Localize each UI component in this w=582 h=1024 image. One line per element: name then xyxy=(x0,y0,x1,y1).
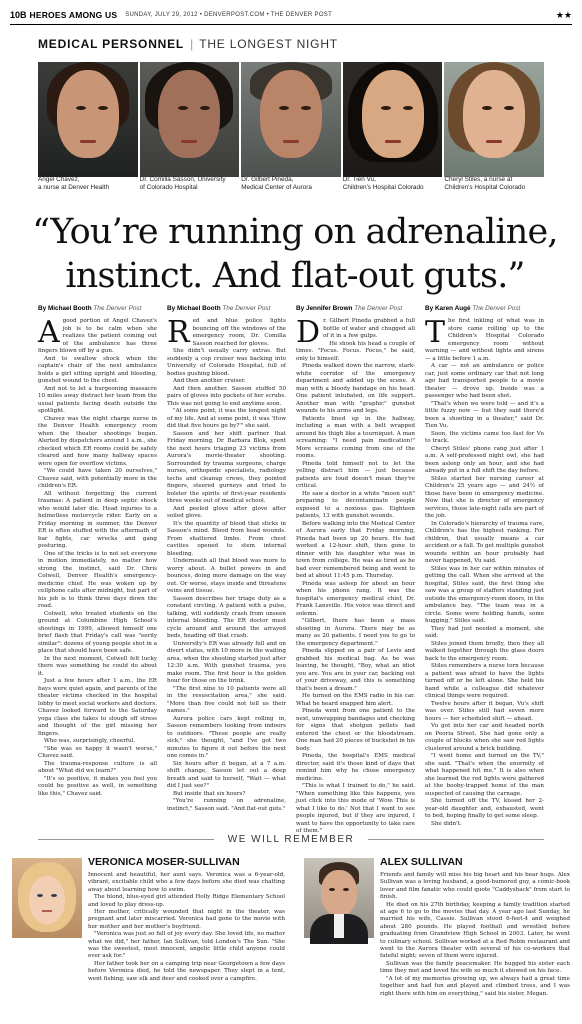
byline xyxy=(425,305,544,312)
date-line: SUNDAY, JULY 29, 2012 • DENVERPOST.COM • THE DENVER POST xyxy=(125,12,333,18)
paragraph-text: Underneath all that blood was more to worry about. A bullet powers in and bounces, doing more damage on the way out. Or worse, stays inside and threatens veins and tissue. xyxy=(167,558,286,594)
article-paragraph xyxy=(38,468,157,491)
we-will-remember-label: WE WILL REMEMBER xyxy=(227,834,355,845)
article-paragraph xyxy=(296,708,415,753)
article-paragraph xyxy=(167,558,286,596)
paragraph-text: They had just needed a moment, she said. xyxy=(425,625,544,639)
paragraph-text: All without forgetting the current traumas: A patient in deep septic shock who would later die. Head injuries to a helmetless motorcycle rider. Early on a Friday morning in summer, the Denver ER is often stuffed with the aftermath of bar fights, car wrecks and gang posturing. xyxy=(38,490,157,549)
caption-role: of Colorado Hospital xyxy=(139,184,198,191)
paragraph-text: Pineda walked down the narrow, stark-white corridor of the emergency department and added up the scene. A man with a bloody bandage on his head. One patient intubated, on life support. Another man with "graphic" gunshot wounds to his arms and legs. xyxy=(296,363,415,414)
memorial-paragraph: "Veronica was just so full of joy every day. She loved life, no matter what we did," her father, Ian Sullivan, told London's The Sun. "She was the sweetest, most innocent, angelic little child anyone could ever ask for." xyxy=(88,931,285,960)
caption-name: Dr. Tien Vu, xyxy=(342,176,376,183)
caption-role: Children's Hospital Colorado xyxy=(342,184,424,191)
byline-author: By Karen Augé xyxy=(425,305,471,312)
article-paragraph xyxy=(167,386,286,409)
paragraph-text: Patients lined up in the hallway, including a man with a belt wrapped around his thigh like a tourniquet. A man screaming: "I need pain medication!" More screams coming from one of the rooms. xyxy=(296,415,415,459)
paragraph-text: Sasson describes her triage duty as a constant circling. A patient with a pulse, talking, will suddenly crash from unseen internal bleeding. The ER doctor must cycle around and around the arrayed beds, heading off that crash. xyxy=(167,595,286,639)
header-rule xyxy=(10,24,572,25)
section-name: HEROES AMONG US xyxy=(29,10,118,20)
article-paragraph xyxy=(296,461,415,491)
portrait-captions xyxy=(38,176,544,192)
portrait-comilla-sasson xyxy=(140,62,240,177)
paragraph-text: Twelve hours after it began, Vu's shift was over. Stiles still had seven more hours — her scheduled shift — ahead. xyxy=(425,700,544,722)
paragraph-text: But inside that six hours? xyxy=(173,790,246,797)
memorial-veronica xyxy=(12,856,285,1021)
paragraph-text: "That's when we were told — and it's a little fuzzy now — but they said there'd been a shooting in a theater," said Dr. Tien Vu. xyxy=(425,400,544,429)
byline-org: The Denver Post xyxy=(354,305,403,312)
paragraph-text: A car — not an ambulance or police car, just some ordinary car that not long ago had transported people to a movie theater — drove up. Inside was a passenger who had been shot. xyxy=(425,363,544,399)
paragraph-text: The trauma-response culture is all about "What did we learn?" xyxy=(38,760,157,774)
article-paragraph xyxy=(38,315,157,356)
drop-cap: R xyxy=(167,315,190,350)
memorial-paragraph: Friends and family will miss his big heart and his bear hugs. Alex Sullivan was a loving husband, a good-humored guy, a comic-book lover and film fanatic who could quote "Caddyshack" from start to finish. xyxy=(380,872,570,901)
portrait-tien-vu xyxy=(343,62,443,177)
byline-author: By Michael Booth xyxy=(167,305,221,312)
article-paragraph xyxy=(425,446,544,476)
article-paragraph xyxy=(167,791,286,799)
article-paragraph xyxy=(38,491,157,551)
article-column xyxy=(296,315,415,834)
caption-role: a nurse at Denver Health xyxy=(38,184,110,191)
article-paragraph xyxy=(38,761,157,776)
byline xyxy=(296,305,415,312)
paragraph-text: Pineda was asleep for about an hour when his phone rang. It was the hospital's emergency medical chief, Dr. Frank Lansville. His voice was direct and solemn. xyxy=(296,580,415,617)
paragraph-text: It's the quantity of blood that sticks in Sasson's mind. Blood from head wounds. From shattered limbs. From chest cavities opened to stem internal bleeding. xyxy=(167,520,286,557)
paragraph-text: University's ER was already full and on divert status, with 10 more in the waiting area, when the shooting started just after 12:30 a.m. With gunshot trauma, you make room. The first hour is the golden hour for those on the brink. xyxy=(167,640,286,684)
divider-line xyxy=(38,839,214,840)
article-paragraph xyxy=(167,348,286,378)
byline-org: The Denver Post xyxy=(222,305,271,312)
memorial-paragraph: Innocent and beautiful, her aunt says. Veronica was a 6-year-old, vibrant, excitable child who a few days before she died was chatting away about learning how to swim. xyxy=(88,872,285,893)
memorial-paragraph: He died on his 27th birthday, keeping a family tradition started at age 6 to go to the movies that day. A year ago last Sunday, he married his wife, Cassie. Sullivan stood 6-feet-4 and weighed about 280 pounds. He played football and wrestled before graduating from Grandview High School in 2003. Later, he went to culinary school. Sullivan worked at a Red Robin restaurant and went to the Aurora theater with several of his co-workers that fateful night; seven of them were injured. xyxy=(380,901,570,960)
paragraph-text: And to swallow shock when the captain's chair of the next ambulance holds a girl sitting upright and bleeding, gunshot wound to the chest. xyxy=(38,355,157,384)
paragraph-text: He saw a doctor in a white "moon suit" preparing to decontaminate people exposed to a noxious gas. Eighteen patients, 13 with gunshot wounds. xyxy=(296,490,415,519)
article-paragraph xyxy=(167,378,286,386)
article-paragraph xyxy=(38,776,157,799)
memorial-paragraph: Her father took her on a camping trip near Georgetown a few days before Veronica died, he told the newspaper. They slept in a tent, went fishing, saw elk and deer and cooked over a campfire. xyxy=(88,960,285,982)
page-header xyxy=(10,8,572,22)
article-paragraph xyxy=(167,641,286,686)
paragraph-text: good portion of Angel Chavez's job is to be calm when she realizes the patient coming out of the ambulance has three fingers blown off by a gun. xyxy=(38,318,157,354)
we-will-remember-divider xyxy=(38,834,544,845)
article-paragraph xyxy=(38,656,157,679)
paragraph-text: Pineda slipped on a pair of Levis and grabbed his medical bag. As he was leaving, he thought, "Boy, what an idiot you are. You are in your car, backing out of your driveway, and this is something that's been a dream." xyxy=(296,648,415,692)
paragraph-text: "At some point, it was the longest night of my life. And at some point, it was 'How did that five hours go by?'" she said. xyxy=(167,408,286,429)
paragraph-text: Stiles remembers a nurse torn because a patient was afraid to have the lights turned off or be left alone. She held his hand while a colleague did whatever clinical things were required. xyxy=(425,663,544,699)
article-paragraph xyxy=(167,686,286,716)
article-paragraph xyxy=(38,416,157,469)
paragraph-text: In Colorado's hierarchy of trauma care, Children's has the highest ranking. For children, that usually means a car accident or a fall. To get multiple gunshot wounds within an hour probably had never happened, Vu said. xyxy=(425,520,544,564)
article-paragraph xyxy=(38,746,157,761)
article-paragraph xyxy=(167,408,286,431)
paragraph-text: "Gilbert, there has been a mass shooting in Aurora. There may be as many as 20 patients. I need you to go to the emergency department." xyxy=(296,618,415,647)
paragraph-text: And then another. Sasson stuffed 50 pairs of gloves into pockets of her scrubs. This was not going to end anytime soon. xyxy=(167,385,286,407)
paragraph-text: Aurora police cars kept rolling in, Sasson remembers looking from indoors to outdoors. "These people are really sick," she thought, "and I've got two minutes to figure it out before the next one comes in." xyxy=(167,715,286,759)
paragraph-text: "She was so happy it wasn't worse," Chavez said. xyxy=(38,745,157,759)
article-paragraph xyxy=(167,431,286,506)
paragraph-text: Who was, surprisingly, cheerful. xyxy=(44,738,136,744)
article-paragraph xyxy=(425,626,544,641)
divider-line xyxy=(368,839,544,840)
paragraph-text: Just a few hours after 1 a.m., the ER bays were quiet again, and parents of the theater victims checked in the hospital lobby to meet social workers and doctors. Chavez looked forward to the Saturday yoga class she takes to slough off stress and thought of the girl missing her fingers. xyxy=(38,678,157,737)
caption xyxy=(343,176,443,192)
byline-author: By Jennifer Brown xyxy=(296,305,353,312)
pull-quote xyxy=(30,210,560,298)
paragraph-text: He shook his head a couple of times. "Focus. Focus. Focus," he said, only to himself. xyxy=(296,340,415,362)
memorial-name: ALEX SULLIVAN xyxy=(380,856,463,868)
article-paragraph xyxy=(296,581,415,619)
article-paragraph xyxy=(38,738,157,746)
paragraph-text: "This is what I trained to do," he said. "When something like this happens, you just click into this mode of 'Wow. This is what I like to do.' Not that I want to see people injured, but if they are injured, I want to have the opportunity to take care of them." xyxy=(296,783,415,834)
paragraph-text: One of the tricks is to not set everyone in motion immediately, no matter how strong the instinct, said Dr. Chris Colwell, Denver Health's emergency-medicine chief. He was woken up by cellphone calls after midnight, but part of his job is to think three days down the road. xyxy=(38,550,157,609)
byline xyxy=(167,305,286,312)
drop-cap: D xyxy=(296,315,321,350)
paragraph-text: He turned on the EMS radio in his car. What he heard snapped him alert. xyxy=(296,693,415,707)
paragraph-text: "I went home and turned on the TV," she said. "That's when the enormity of what happened hit me." It is also when she learned the red lights were gathered at the booby-trapped home of the man suspected of causing the carnage. xyxy=(425,753,544,797)
article-paragraph xyxy=(425,641,544,664)
article-paragraph xyxy=(425,663,544,701)
byline xyxy=(38,305,157,312)
paragraph-text: Colwell, who treated students on the ground at Columbine High School's shootings in 1999, allowed himself one brief flash that Friday's call was "eerily similar": dozens of young people shot in a place that should have been safe. xyxy=(38,610,157,654)
article-paragraph xyxy=(296,416,415,461)
article-paragraph xyxy=(296,693,415,708)
article-column xyxy=(38,315,157,830)
story-title: THE LONGEST NIGHT xyxy=(199,37,338,51)
article-column xyxy=(167,315,286,830)
article-paragraph xyxy=(167,798,286,813)
paragraph-text: Soon, the victims came too fast for Vu to track. xyxy=(425,430,544,444)
paragraph-text: Chavez was the night charge nurse in the Denver Health emergency room when the theater shootings began. Alerted by dispatchers around 1 a.m., she checked which ER rooms could be safely cleared and how many hallway spaces were open for overflow victims. xyxy=(38,415,157,467)
article-paragraph xyxy=(296,491,415,521)
paragraph-text: Stiles started her nursing career at Children's 25 years ago — and 24½ of those have been in emergency medicine. Now that she is director of emergency services, those late-night calls are part of the job. xyxy=(425,475,544,519)
paragraph-text: ed and blue police lights bouncing off the windows of the emergency room, Dr. Comilla Sasson reached for gloves. xyxy=(192,318,286,347)
paragraph-text: Pineda told himself not to let the yelling distract him — just because patients are loud doesn't mean they're critical. xyxy=(296,460,415,489)
paragraph-text: Sasson and her shift partner that Friday morning, Dr. Barbara Blok, spent the next hours triaging 23 victims from Aurora's movie-theater shooting. Surrounded by trauma surgeons, charge nurses, orthopedic specialists, radiology techs and cleanup crews, they pointed fingers, steered gurneys and tried to bolster the spirits of first-year residents three weeks out of medical school. xyxy=(167,430,286,504)
kicker-separator: | xyxy=(190,37,194,51)
paragraph-text: r. Gilbert Pineda grabbed a full bottle of water and chugged all of it in a few gulps. xyxy=(323,318,415,339)
article-paragraph xyxy=(167,761,286,791)
memorial-paragraph: The blond, blue-eyed girl attended Holly Ridge Elementary School and loved to play dress-up. xyxy=(88,894,285,908)
paragraph-text: Stiles joined them briefly, then they all walked together through the glass doors back to the emergency room. xyxy=(425,640,544,662)
caption-name: Angel Chavez, xyxy=(38,176,80,183)
byline-author: By Michael Booth xyxy=(38,305,92,312)
drop-cap: A xyxy=(38,315,60,350)
paragraph-text: "It's so positive, it makes you feel you could be positive as well, in something like this," Chavez said. xyxy=(38,775,157,797)
article-paragraph xyxy=(425,401,544,431)
pull-quote-line: instinct. And flat-out guts.” xyxy=(65,256,525,296)
article-paragraph xyxy=(425,476,544,521)
portrait-angel-chavez xyxy=(38,62,138,177)
article-paragraph xyxy=(296,783,415,836)
article-paragraph xyxy=(425,798,544,821)
caption-role: Children's Hospital Colorado xyxy=(444,184,526,191)
memorial-alex xyxy=(304,856,570,1021)
portrait-gilbert-pineda xyxy=(241,62,341,177)
article-paragraph xyxy=(167,716,286,761)
article-paragraph xyxy=(167,506,286,521)
paragraph-text: In the next moment, Colwell felt lucky there was something he could do about it. xyxy=(38,655,157,677)
article-paragraph xyxy=(425,723,544,753)
paragraph-text: She didn't. xyxy=(431,820,462,827)
caption-name: Cheryl Stiles, a nurse at xyxy=(444,176,513,183)
article-paragraph xyxy=(296,618,415,648)
article-paragraph xyxy=(167,521,286,559)
paragraph-text: And not to let a burgeoning massacre 10 miles away distract her team from the usual patients facing death outside the spotlight. xyxy=(38,385,157,414)
article-paragraph xyxy=(296,648,415,693)
caption xyxy=(38,176,138,192)
byline-org: The Denver Post xyxy=(93,305,142,312)
caption xyxy=(140,176,240,192)
memorial-paragraph: "A lot of my memories growing up, we always had a great time together and had fun and played and climbed trees, and I was right there with him on everything," said his sister, Megan. xyxy=(380,975,570,997)
article-paragraph xyxy=(296,521,415,581)
article-paragraph xyxy=(425,431,544,446)
paragraph-text: Vu got into her car and headed north on Peoria Street. She had gone only a couple of blocks when she saw red lights clustered around a brick building. xyxy=(425,723,544,752)
drop-cap: T xyxy=(425,315,446,350)
memorial-paragraph: Sullivan was the family peacemaker. He hugged his sister each time they met and loved his wife so much it showed on his face. xyxy=(380,960,570,975)
paragraph-text: "The first nine to 10 patients were all in the resuscitation area," she said. "More than five could not tell us their names." xyxy=(167,685,286,714)
caption xyxy=(444,176,544,192)
paragraph-text: She turned off the TV, kissed her 2-year-old daughter and, exhausted, went to bed, hoping finally to get some sleep. xyxy=(425,798,544,819)
article-paragraph xyxy=(296,363,415,416)
memorial-text xyxy=(380,872,570,998)
article-paragraph xyxy=(38,611,157,656)
article-paragraph xyxy=(38,386,157,416)
paragraph-text: And peeled glove after glove after soiled glove. xyxy=(167,505,286,519)
article-paragraph xyxy=(38,551,157,611)
article-paragraph xyxy=(425,363,544,401)
article-paragraph xyxy=(425,753,544,798)
paragraph-text: "You're running on adrenaline, instinct," Sasson said. "And flat-out guts." xyxy=(167,798,286,812)
story-head xyxy=(38,37,338,51)
article-paragraph xyxy=(296,315,415,350)
bylines xyxy=(38,305,544,312)
paragraph-text: Cheryl Stiles' phone rang just after 1 a.m. A self-professed night owl, she had been asleep only an hour, and she had already put in a full shift the day before. xyxy=(425,445,544,474)
story-kicker: MEDICAL PERSONNEL xyxy=(38,37,185,51)
paragraph-text: Before walking into the Medical Center of Aurora early that Friday morning, Pineda had been up 20 hours. He had worked a 12-hour shift, then gone to dinner with his daughter who was in town from college. He was as tired as he had ever remembered being and went to bed at about 11:45 p.m. Thursday. xyxy=(296,520,415,579)
article-paragraph xyxy=(425,566,544,626)
article-paragraph xyxy=(296,753,415,783)
paragraph-text: Stiles was in her car within minutes of getting the call. When she arrived at the hospital, Stiles said, the first thing she saw was a group of staffers standing just outside the emergency-room doors, in the ambulance bay. "The team was in a circle. Some were holding hands, some hugging," Stiles said. xyxy=(425,565,545,624)
paragraph-text: Six hours after it began, at a 7 a.m. shift change, Sasson let out a deep breath and said to herself, "Wait — what did I just see?" xyxy=(167,760,286,789)
article-column xyxy=(425,315,545,830)
article-columns xyxy=(38,315,545,834)
memorial-photo xyxy=(304,858,374,938)
article-paragraph xyxy=(425,701,544,724)
paragraph-text: "We could have taken 20 ourselves," Chavez said, with potentially more in the children's ER. xyxy=(38,468,157,489)
paragraph-text: Pineda went from one patient to the next, unwrapping bandages and checking for signs that shotgun pellets had entered the chest or the bloodstream. One man had 20 pieces of buckshot in his body. xyxy=(296,708,415,752)
article-paragraph xyxy=(167,315,286,350)
byline-org: The Denver Post xyxy=(472,305,521,312)
article-paragraph xyxy=(425,521,544,566)
memorial-paragraph: Her mother, critically wounded that night in the theater, was pregnant and later miscarried. Veronica had gone to the movie with her mother and her mother's boyfriend. xyxy=(88,909,285,930)
portrait-strip xyxy=(38,62,544,177)
article-paragraph xyxy=(425,315,544,363)
paragraph-text: he first inkling of what was in store came rolling up to the Children's Hospital Colorado emergency room without warning — and without lights and sirens — a little before 1 a.m. xyxy=(425,318,544,362)
memorial-text xyxy=(88,872,285,983)
memorial-name: VERONICA MOSER-SULLIVAN xyxy=(88,856,240,868)
paragraph-text: And then another cruiser. xyxy=(173,378,246,384)
article-paragraph xyxy=(167,596,286,641)
memorial-photo xyxy=(12,858,82,938)
portrait-cheryl-stiles xyxy=(444,62,544,177)
article-paragraph xyxy=(425,821,544,829)
caption-name: Dr. Comilla Sasson, University xyxy=(139,176,226,183)
caption xyxy=(241,176,341,192)
caption-role: Medical Center of Aurora xyxy=(241,184,312,191)
article-paragraph xyxy=(38,356,157,386)
pull-quote-line: “You’re running on adrenaline, xyxy=(32,212,558,252)
caption-name: Dr. Gilbert Pineda, xyxy=(241,176,294,183)
page-number: 10B xyxy=(10,10,27,20)
edition-stars: ★★ xyxy=(555,9,572,20)
paragraph-text: Pineda, the hospital's EMS medical director, said it's those kind of days that remind him why he chose emergency medicine. xyxy=(296,753,415,782)
article-paragraph xyxy=(38,678,157,738)
paragraph-text: She didn't usually carry extras. But suddenly a cop cruiser was backing into University of Colorado Hospital, full of bodies gushing blood. xyxy=(167,348,286,377)
